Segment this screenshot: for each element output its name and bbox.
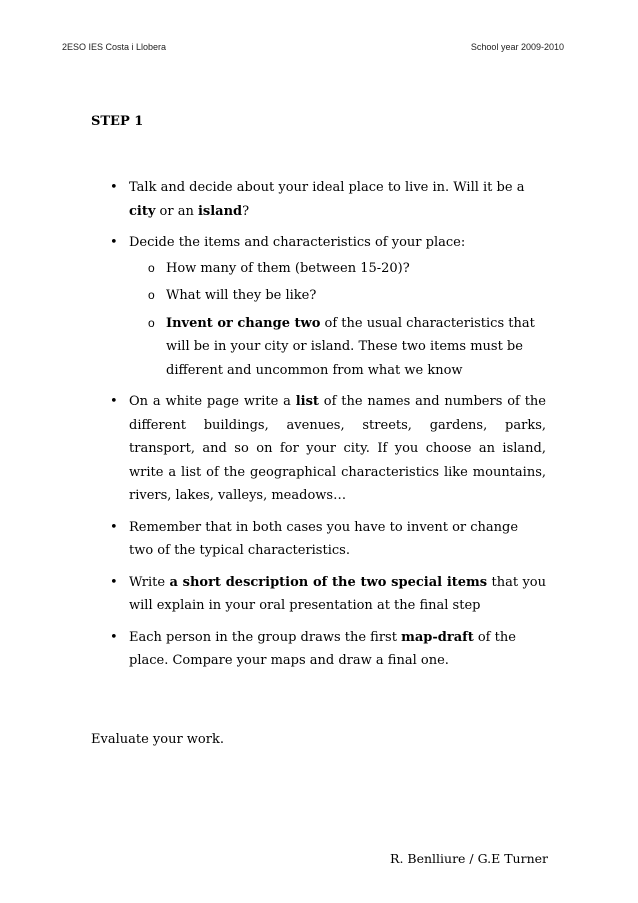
step-title: STEP 1 — [91, 114, 144, 129]
item-text: ? — [242, 203, 250, 219]
keyword-map-draft: map-draft — [401, 629, 474, 645]
sub-item-text: How many of them (between 15-20)? — [166, 260, 410, 276]
keyword-invent: Invent or change two — [166, 315, 321, 331]
list-item-ideal-place — [110, 176, 546, 223]
circle-bullet-icon: o — [148, 288, 155, 302]
keyword-city: city — [129, 203, 156, 219]
bullet-icon: • — [110, 574, 118, 590]
sub-item-text: What will they be like? — [166, 288, 317, 303]
list-item-write-list — [110, 390, 546, 508]
circle-bullet-icon: o — [148, 315, 155, 330]
instruction-list — [110, 176, 546, 681]
sub-item-how-many — [148, 257, 546, 281]
item-text: Decide the items and characteristics of your place: — [129, 235, 466, 250]
item-text: of the names and numbers of the different buildings, avenues, streets, gardens, parks, transport, and so on for your city. If you choose an island, write a list of the geographical characteristics like mountains, rivers, lakes, valleys, meadows… — [129, 394, 547, 503]
bullet-icon: • — [110, 235, 118, 250]
item-text: Remember that in both cases you have to invent or change two of the typical characteristics. — [129, 519, 519, 558]
item-text: of the place. Compare your maps and draw a final one. — [129, 629, 516, 668]
bullet-icon: • — [110, 629, 118, 645]
bullet-icon: • — [110, 519, 118, 535]
item-text: or an — [155, 203, 198, 219]
evaluate-text: Evaluate your work. — [91, 732, 224, 747]
keyword-description: a short description of the two special items — [169, 574, 488, 590]
sub-item-invent — [148, 312, 546, 383]
item-text: that you will explain in your oral presentation at the final step — [129, 574, 547, 613]
bullet-icon: • — [110, 394, 118, 409]
item-text: On a white page write a — [129, 394, 296, 409]
footer-authors: R. Benlliure / G.E Turner — [390, 851, 548, 866]
item-text: Write — [129, 574, 170, 590]
sub-item-what-like — [148, 284, 546, 308]
sub-item-text: of the usual characteristics that will be in your city or island. These two items must be different and uncommon from what we know — [166, 315, 535, 378]
list-item-remember — [110, 516, 546, 563]
bullet-icon: • — [110, 180, 118, 195]
header-right: School year 2009-2010 — [470, 42, 564, 52]
list-item-write-description — [110, 571, 546, 618]
list-item-decide-items — [110, 231, 546, 382]
header-left: 2ESO IES Costa i Llobera — [62, 42, 167, 52]
list-item-map-draft — [110, 626, 546, 673]
item-text: Each person in the group draws the first — [129, 629, 402, 645]
keyword-island: island — [197, 203, 243, 219]
circle-bullet-icon: o — [148, 260, 155, 275]
item-text: Talk and decide about your ideal place to live in. Will it be a — [129, 180, 525, 195]
keyword-list: list — [295, 394, 319, 409]
